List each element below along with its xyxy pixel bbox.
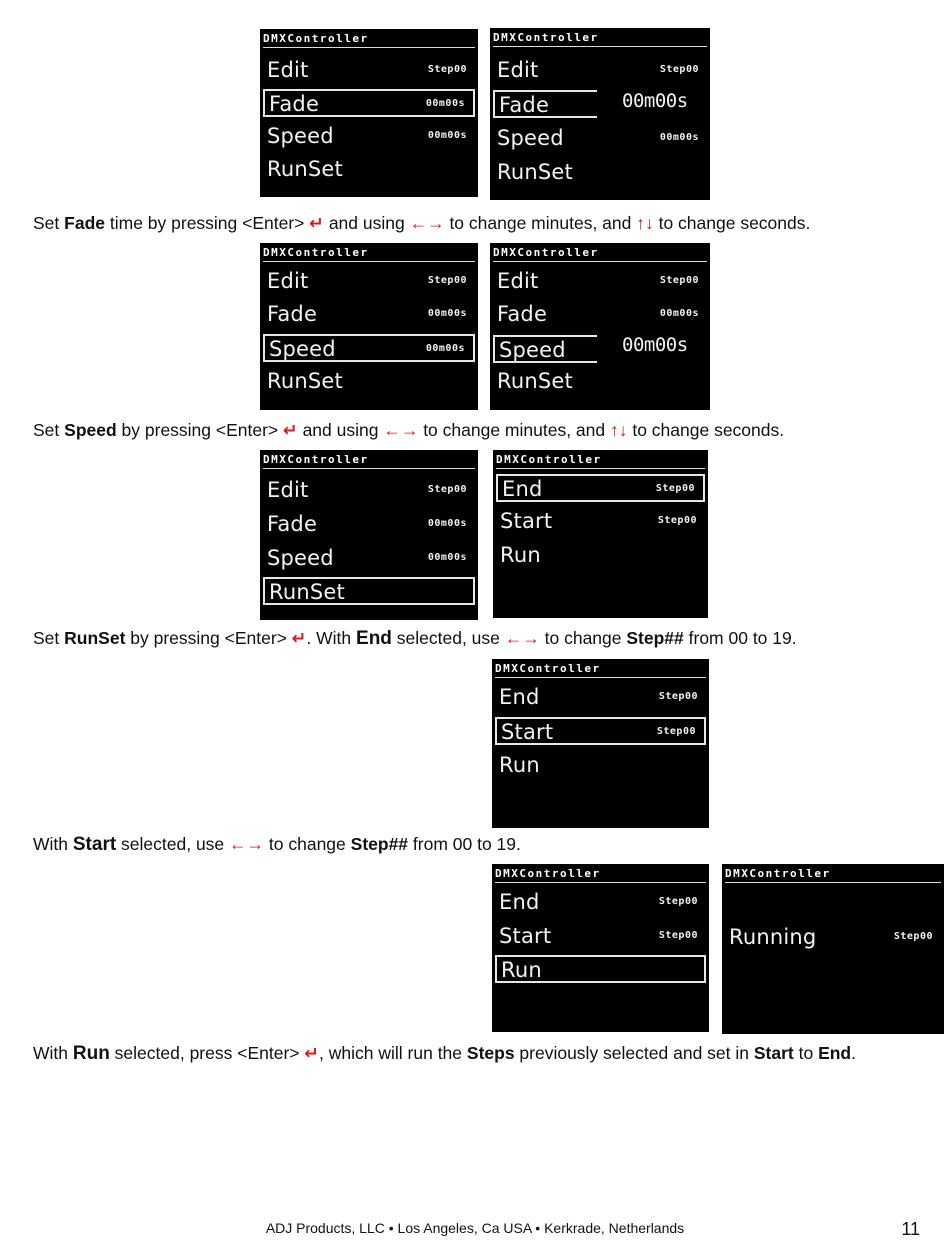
caption-text: to change <box>264 834 351 854</box>
row-label: Speed <box>499 338 566 362</box>
lcd-row-end <box>495 684 706 712</box>
caption-bold: Run <box>72 1043 110 1064</box>
lcd-row-run-selected <box>495 955 706 983</box>
caption-bold: Fade <box>64 213 105 233</box>
row-label: End <box>499 890 540 914</box>
row-label: Fade <box>267 512 318 536</box>
row-value: Step00 <box>657 515 697 526</box>
caption-text: Set <box>33 213 65 233</box>
caption-text: . <box>851 1043 856 1063</box>
lcd-screen-running <box>722 864 944 1034</box>
lcd-header: DMXController <box>725 867 831 880</box>
lcd-header: DMXController <box>263 246 369 259</box>
row-label: Start <box>499 924 552 948</box>
row-label: RunSet <box>267 369 343 393</box>
row-label: Speed <box>267 124 334 148</box>
caption-text: selected, press <Enter> <box>109 1043 305 1063</box>
lcd-row-start-selected <box>495 717 706 745</box>
row-value: Step00 <box>427 275 467 286</box>
lcd-row-end <box>495 889 706 917</box>
caption-bold: Start <box>753 1043 794 1063</box>
row-value: 00m00s <box>427 308 467 319</box>
row-value: Step00 <box>656 726 696 737</box>
caption-text: to change seconds. <box>627 420 785 440</box>
caption-text: to <box>793 1043 819 1063</box>
row-value: Step00 <box>658 930 698 941</box>
lcd-screen-runset-menu <box>260 450 478 620</box>
lcd-row-edit <box>493 57 707 85</box>
caption-text: from 00 to 19. <box>683 628 797 648</box>
lcd-row-fade-editing <box>493 90 597 118</box>
lcd-row-runset <box>493 159 707 187</box>
row-label: Fade <box>269 92 320 116</box>
enter-key-icon: ↵ <box>291 628 307 648</box>
lcd-header-rule <box>495 882 706 883</box>
caption-text: by pressing <Enter> <box>116 420 284 440</box>
lcd-header-rule <box>493 261 707 262</box>
row-label: RunSet <box>497 160 573 184</box>
lcd-row-running <box>725 924 941 952</box>
lcd-row-fade <box>263 511 475 539</box>
lcd-row-edit <box>263 477 475 505</box>
row-value: Step00 <box>658 691 698 702</box>
row-label: Edit <box>267 478 309 502</box>
lcd-header-rule <box>263 261 475 262</box>
enter-key-icon: ↵ <box>309 213 324 233</box>
lcd-row-speed <box>263 123 475 151</box>
caption-bold: Start <box>72 834 117 855</box>
row-label: RunSet <box>269 580 345 604</box>
caption-text: and using <box>297 420 384 440</box>
lcd-row-fade <box>263 301 475 329</box>
row-label: Edit <box>267 269 309 293</box>
caption-text: and using <box>323 213 410 233</box>
row-label: Speed <box>497 126 564 150</box>
row-value: Step00 <box>427 484 467 495</box>
lcd-row-run <box>495 752 706 780</box>
lcd-row-run <box>496 542 705 570</box>
lcd-row-speed-editing <box>493 335 597 363</box>
lcd-row-runset-selected <box>263 577 475 605</box>
caption-text: to change seconds. <box>653 213 811 233</box>
lcd-header-rule <box>496 468 705 469</box>
caption-runset <box>33 627 797 650</box>
lcd-row-runset <box>263 368 475 396</box>
lcd-header-rule <box>725 882 941 883</box>
up-down-arrows-icon: ↑↓ <box>609 420 628 440</box>
lcd-row-start <box>496 508 705 536</box>
row-label: Speed <box>267 546 334 570</box>
enter-key-icon: ↵ <box>283 420 298 440</box>
caption-text: . With <box>306 628 357 648</box>
caption-bold: End <box>818 1043 852 1063</box>
caption-text: to change minutes, and <box>444 213 637 233</box>
row-label: RunSet <box>267 157 343 181</box>
lcd-row-runset <box>263 156 475 184</box>
caption-bold: RunSet <box>64 628 126 648</box>
row-label: RunSet <box>497 369 573 393</box>
row-value: 00m00s <box>425 343 465 354</box>
page-footer: ADJ Products, LLC • Los Angeles, Ca USA • Kerkrade, Netherlands <box>265 1220 685 1236</box>
row-label: Start <box>500 509 553 533</box>
lcd-screen-runset-submenu <box>493 450 708 618</box>
caption-fade <box>33 212 810 234</box>
lcd-header-rule <box>263 468 475 469</box>
caption-text: With <box>33 834 73 854</box>
caption-run <box>33 1042 856 1065</box>
lcd-screen-fade-menu <box>260 29 478 197</box>
caption-bold: Speed <box>64 420 117 440</box>
lcd-row-speed <box>263 545 475 573</box>
lcd-screen-speed-edit <box>490 243 710 410</box>
page-number: 11 <box>901 1219 920 1239</box>
caption-text: to change <box>539 628 627 648</box>
lcd-header-rule <box>263 47 475 48</box>
lcd-header: DMXController <box>263 32 369 45</box>
lcd-row-end-selected <box>496 474 705 502</box>
lcd-row-fade <box>493 301 707 329</box>
row-label: Speed <box>269 337 336 361</box>
row-value: 00m00s <box>425 98 465 109</box>
row-label: Edit <box>497 58 539 82</box>
lcd-screen-start <box>492 659 709 828</box>
caption-text: by pressing <Enter> <box>125 628 292 648</box>
row-value: 00m00s <box>427 552 467 563</box>
lcd-header: DMXController <box>263 453 369 466</box>
lcd-screen-run-menu <box>492 864 709 1032</box>
caption-bold: Step## <box>626 628 684 648</box>
row-label: Fade <box>267 302 318 326</box>
left-right-arrows-icon: ←→ <box>383 420 419 440</box>
row-label: Run <box>501 958 542 982</box>
row-label: Fade <box>499 93 550 117</box>
caption-text: time by pressing <Enter> <box>105 213 310 233</box>
lcd-row-fade-selected <box>263 89 475 117</box>
caption-text: With <box>33 1043 73 1063</box>
row-label: Fade <box>497 302 548 326</box>
caption-bold: End <box>356 628 392 649</box>
lcd-header: DMXController <box>495 662 601 675</box>
row-value: 00m00s <box>427 130 467 141</box>
row-label: Edit <box>267 58 309 82</box>
lcd-row-edit <box>493 268 707 296</box>
row-value: 00m00s <box>659 308 699 319</box>
row-label: Run <box>499 753 540 777</box>
caption-text: previously selected and set in <box>514 1043 754 1063</box>
caption-text: from 00 to 19. <box>408 834 521 854</box>
lcd-row-runset <box>493 368 707 396</box>
caption-start <box>33 833 521 856</box>
caption-bold: Step## <box>350 834 409 854</box>
lcd-header: DMXController <box>493 246 599 259</box>
lcd-header: DMXController <box>495 867 601 880</box>
left-right-arrows-icon: ←→ <box>409 213 445 233</box>
lcd-header: DMXController <box>493 31 599 44</box>
row-value: Step00 <box>655 483 695 494</box>
caption-text: selected, use <box>116 834 230 854</box>
row-value: Step00 <box>427 64 467 75</box>
row-label: End <box>502 477 543 501</box>
lcd-row-edit <box>263 268 475 296</box>
lcd-header: DMXController <box>496 453 602 466</box>
lcd-row-speed <box>493 125 707 153</box>
row-value: 00m00s <box>427 518 467 529</box>
caption-text: Set <box>33 628 65 648</box>
row-value: Step00 <box>659 275 699 286</box>
lcd-row-edit <box>263 57 475 85</box>
lcd-screen-fade-edit <box>490 28 710 200</box>
row-label: Start <box>501 720 554 744</box>
fade-time-value: 00m00s <box>622 90 688 112</box>
row-value: Step00 <box>658 896 698 907</box>
row-value: Step00 <box>893 931 933 942</box>
lcd-header-rule <box>495 677 706 678</box>
up-down-arrows-icon: ↑↓ <box>636 213 654 233</box>
caption-text: Set <box>33 420 65 440</box>
lcd-header-rule <box>493 46 707 47</box>
enter-key-icon: ↵ <box>304 1043 320 1063</box>
speed-time-value: 00m00s <box>622 334 688 356</box>
caption-speed <box>33 419 784 441</box>
left-right-arrows-icon: ←→ <box>229 834 265 854</box>
lcd-row-start <box>495 923 706 951</box>
lcd-row-speed-selected <box>263 334 475 362</box>
row-value: Step00 <box>659 64 699 75</box>
lcd-screen-speed-menu <box>260 243 478 410</box>
row-label: Running <box>729 925 817 949</box>
row-label: Run <box>500 543 541 567</box>
row-label: Edit <box>497 269 539 293</box>
row-value: 00m00s <box>659 132 699 143</box>
row-label: End <box>499 685 540 709</box>
caption-text: to change minutes, and <box>418 420 610 440</box>
left-right-arrows-icon: ←→ <box>504 628 540 648</box>
caption-text: selected, use <box>391 628 505 648</box>
caption-bold: Steps <box>466 1043 515 1063</box>
caption-text: , which will run the <box>319 1043 467 1063</box>
